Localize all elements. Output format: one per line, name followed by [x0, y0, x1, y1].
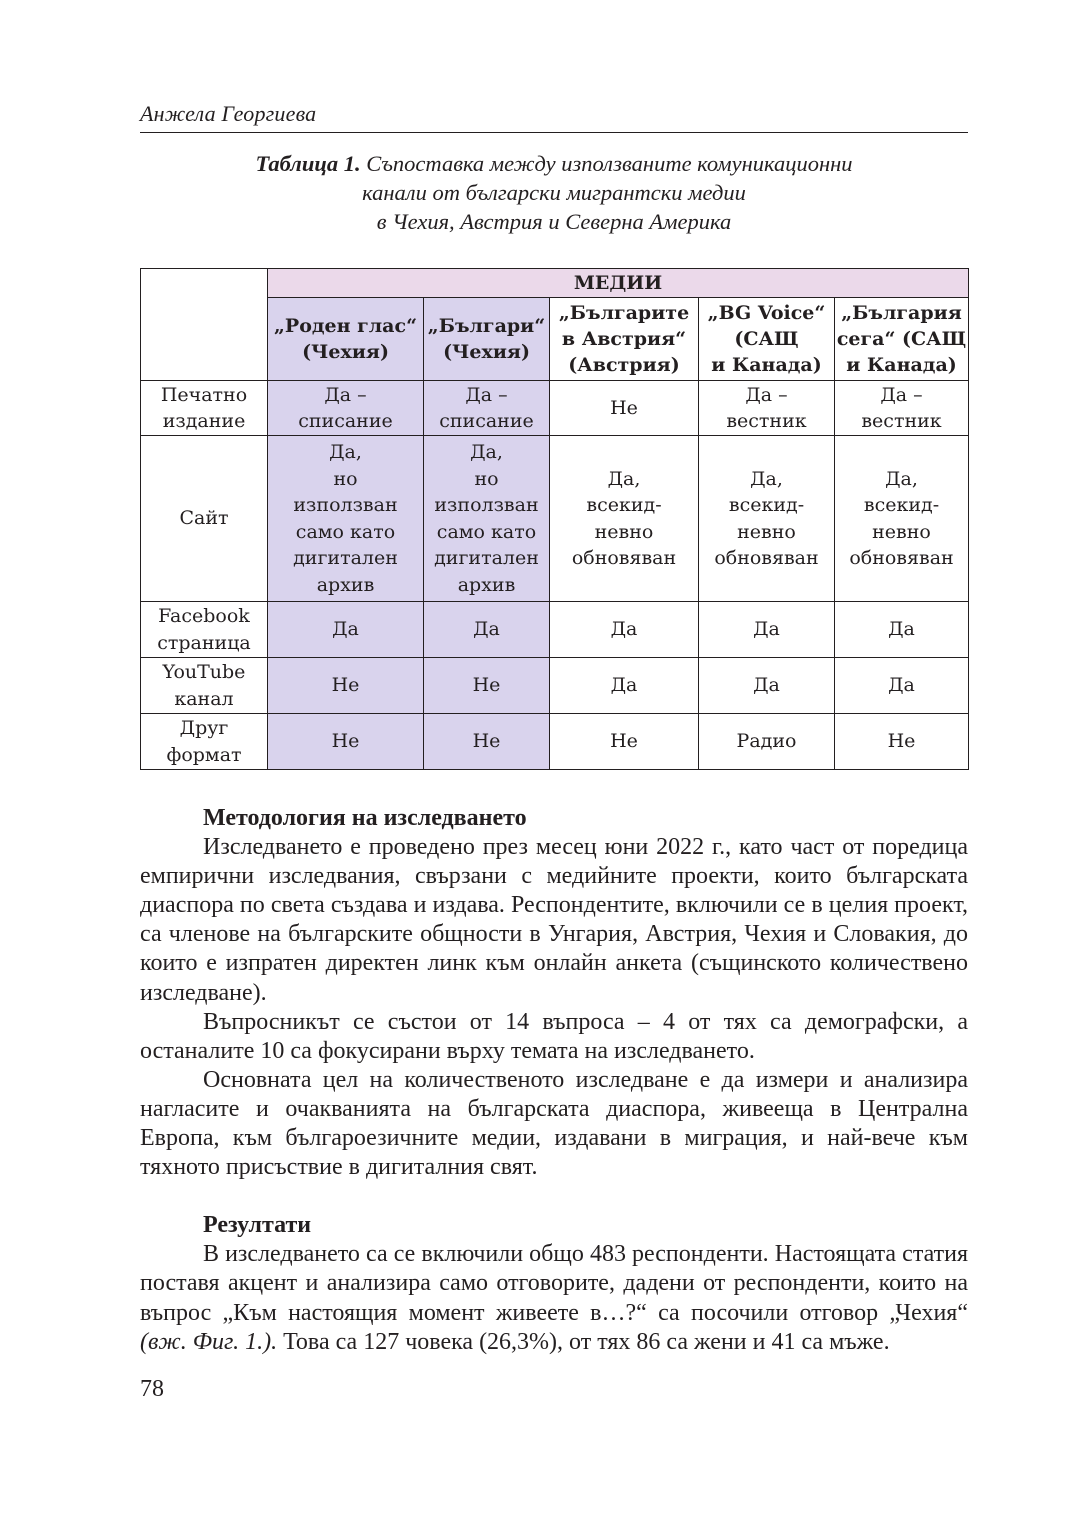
- table-cell: Радио: [699, 714, 835, 770]
- column-header: „Българите в Австрия“ (Австрия): [550, 298, 699, 381]
- row-header: YouTube канал: [141, 658, 268, 714]
- table-cell: Да: [835, 658, 969, 714]
- table-cell: Да: [835, 602, 969, 658]
- table-cell: Да, всекид- невно обновяван: [835, 436, 969, 602]
- header-rule: [140, 132, 968, 133]
- section-heading-methodology: Методология на изследването: [203, 805, 527, 831]
- body-text: [140, 804, 968, 1357]
- table-cell: Да: [424, 602, 550, 658]
- paragraph: Основната цел на количественото изследване е да измери и анализира нагласите и очакванията на българската диаспора, живееща в Централна Европа, към българоезичните медии, издавани в миграция, и най-вече към тяхното присъствие в дигиталния свят.: [140, 1066, 968, 1181]
- caption-label: Таблица 1.: [255, 151, 361, 176]
- table-cell: Да – вестник: [699, 381, 835, 436]
- row-header: Сайт: [141, 436, 268, 602]
- caption-line-2: канали от български мигрантски медии: [362, 180, 746, 205]
- column-header: „Българи“ (Чехия): [424, 298, 550, 381]
- table-cell: Да: [550, 602, 699, 658]
- table-cell: Не: [268, 658, 424, 714]
- column-header: „BG Voice“ (САЩ и Канада): [699, 298, 835, 381]
- row-header: Facebook страница: [141, 602, 268, 658]
- caption-line-3: в Чехия, Австрия и Северна Америка: [376, 209, 732, 234]
- paragraph: Изследването е проведено през месец юни 2022 г., като част от поредица емпирични изследвания, свързани с медийните проекти, които българската диаспора по света създава и издава. Респондентите, включили се в целия проект, са членове на българските общности в Унгария, Австрия, Чехия и Словакия, до които е изпратен директен линк към онлайн анкета (същинското количествено изследване).: [140, 834, 968, 1006]
- table-cell: Да – списание: [268, 381, 424, 436]
- table-row: [141, 602, 969, 658]
- table-row: [141, 714, 969, 770]
- row-header: Печатно издание: [141, 381, 268, 436]
- page-number: 78: [140, 1376, 164, 1402]
- caption-line-1: Таблица 1. Съпоставка между използваните комуникационни: [255, 151, 853, 176]
- figure-reference: (вж. Фиг. 1.).: [140, 1328, 278, 1355]
- group-header-media: МЕДИИ: [268, 269, 969, 298]
- table-caption: [140, 149, 968, 236]
- table-cell: Не: [550, 381, 699, 436]
- table-corner-cell: [141, 269, 268, 381]
- row-header: Друг формат: [141, 714, 268, 770]
- table-cell: Да: [550, 658, 699, 714]
- table-row: [141, 658, 969, 714]
- table-cell: Да: [699, 658, 835, 714]
- comparison-table: [140, 268, 969, 770]
- table-cell: Не: [835, 714, 969, 770]
- running-head: Анжела Георгиева: [140, 101, 317, 126]
- table-cell: Да: [268, 602, 424, 658]
- table-row: [141, 436, 969, 602]
- paragraph: В изследването са се включили общо 483 респонденти. Настоящата статия поставя акцент и анализира само отговорите, дадени от респонденти, които на въпрос „Към настоящия момент живеете в…?“ са посочили отговор „Чехия“ (вж. Фиг. 1.). Това са 127 човека (26,3%), от тях 86 са жени и 41 са мъже.: [140, 1241, 968, 1355]
- paragraph: Въпросникът се състои от 14 въпроса – 4 от тях са демографски, а останалите 10 са фокусирани върху темата на изследването.: [140, 1008, 968, 1064]
- table-cell: Да – вестник: [835, 381, 969, 436]
- section-heading-results: Резултати: [203, 1212, 312, 1239]
- table-cell: Да: [699, 602, 835, 658]
- table-cell: Да – списание: [424, 381, 550, 436]
- column-header: „Роден глас“ (Чехия): [268, 298, 424, 381]
- table-row: [141, 381, 969, 436]
- table-cell: Да, всекид- невно обновяван: [699, 436, 835, 602]
- table-cell: Да, но използван само като дигитален архив: [424, 436, 550, 602]
- table-cell: Да, всекид- невно обновяван: [550, 436, 699, 602]
- table-cell: Не: [268, 714, 424, 770]
- table-cell: Не: [550, 714, 699, 770]
- table-cell: Не: [424, 714, 550, 770]
- table-cell: Не: [424, 658, 550, 714]
- table-cell: Да, но използван само като дигитален архив: [268, 436, 424, 602]
- column-header: „България сега“ (САЩ и Канада): [835, 298, 969, 381]
